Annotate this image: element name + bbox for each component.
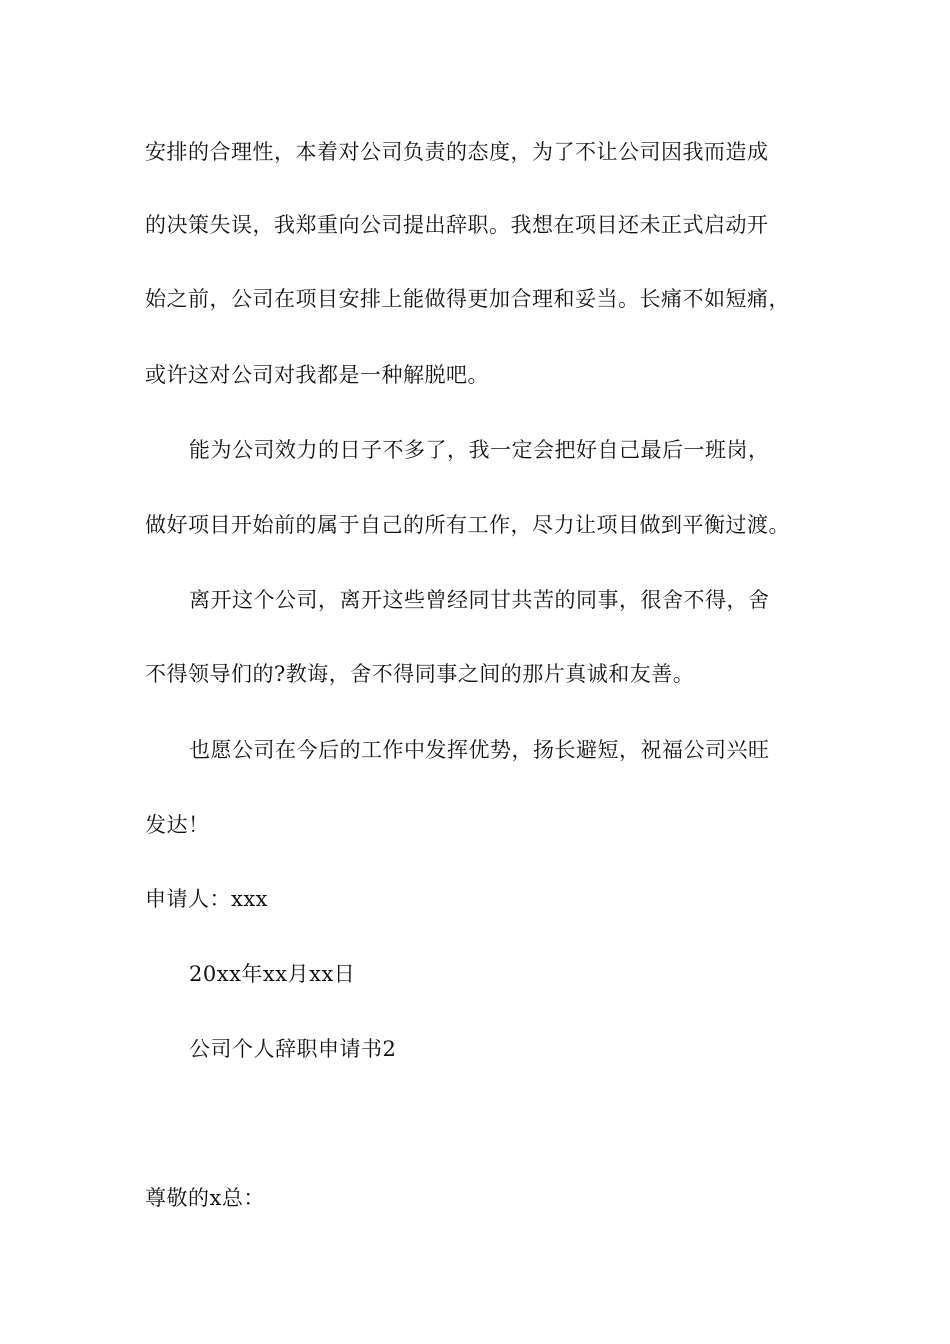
paragraph-line: 始之前，公司在项目安排上能做得更加合理和妥当。长痛不如短痛， [145,287,790,311]
paragraph-line: 不得领导们的?教诲，舍不得同事之间的那片真诚和友善。 [145,662,695,686]
paragraph-line: 或许这对公司对我都是一种解脱吧。 [145,363,489,387]
section-title: 公司个人辞职申请书2 [189,1037,397,1061]
paragraph-line: 的决策失误，我郑重向公司提出辞职。我想在项目还未正式启动开 [145,213,769,237]
date-line: 20xx年xx月xx日 [189,962,356,986]
applicant-line: 申请人：xxx [145,887,269,911]
paragraph-line: 安排的合理性，本着对公司负责的态度，为了不让公司因我而造成 [145,140,769,164]
paragraph-line: 离开这个公司，离开这些曾经同甘共苦的同事，很舍不得，舍 [189,588,770,612]
paragraph-line: 能为公司效力的日子不多了，我一定会把好自己最后一班岗， [189,438,770,462]
paragraph-line: 做好项目开始前的属于自己的所有工作，尽力让项目做到平衡过渡。 [145,513,790,537]
salutation-line: 尊敬的x总： [145,1186,265,1210]
paragraph-line: 发达！ [145,813,210,837]
paragraph-line: 也愿公司在今后的工作中发挥优势，扬长避短，祝福公司兴旺 [189,738,770,762]
